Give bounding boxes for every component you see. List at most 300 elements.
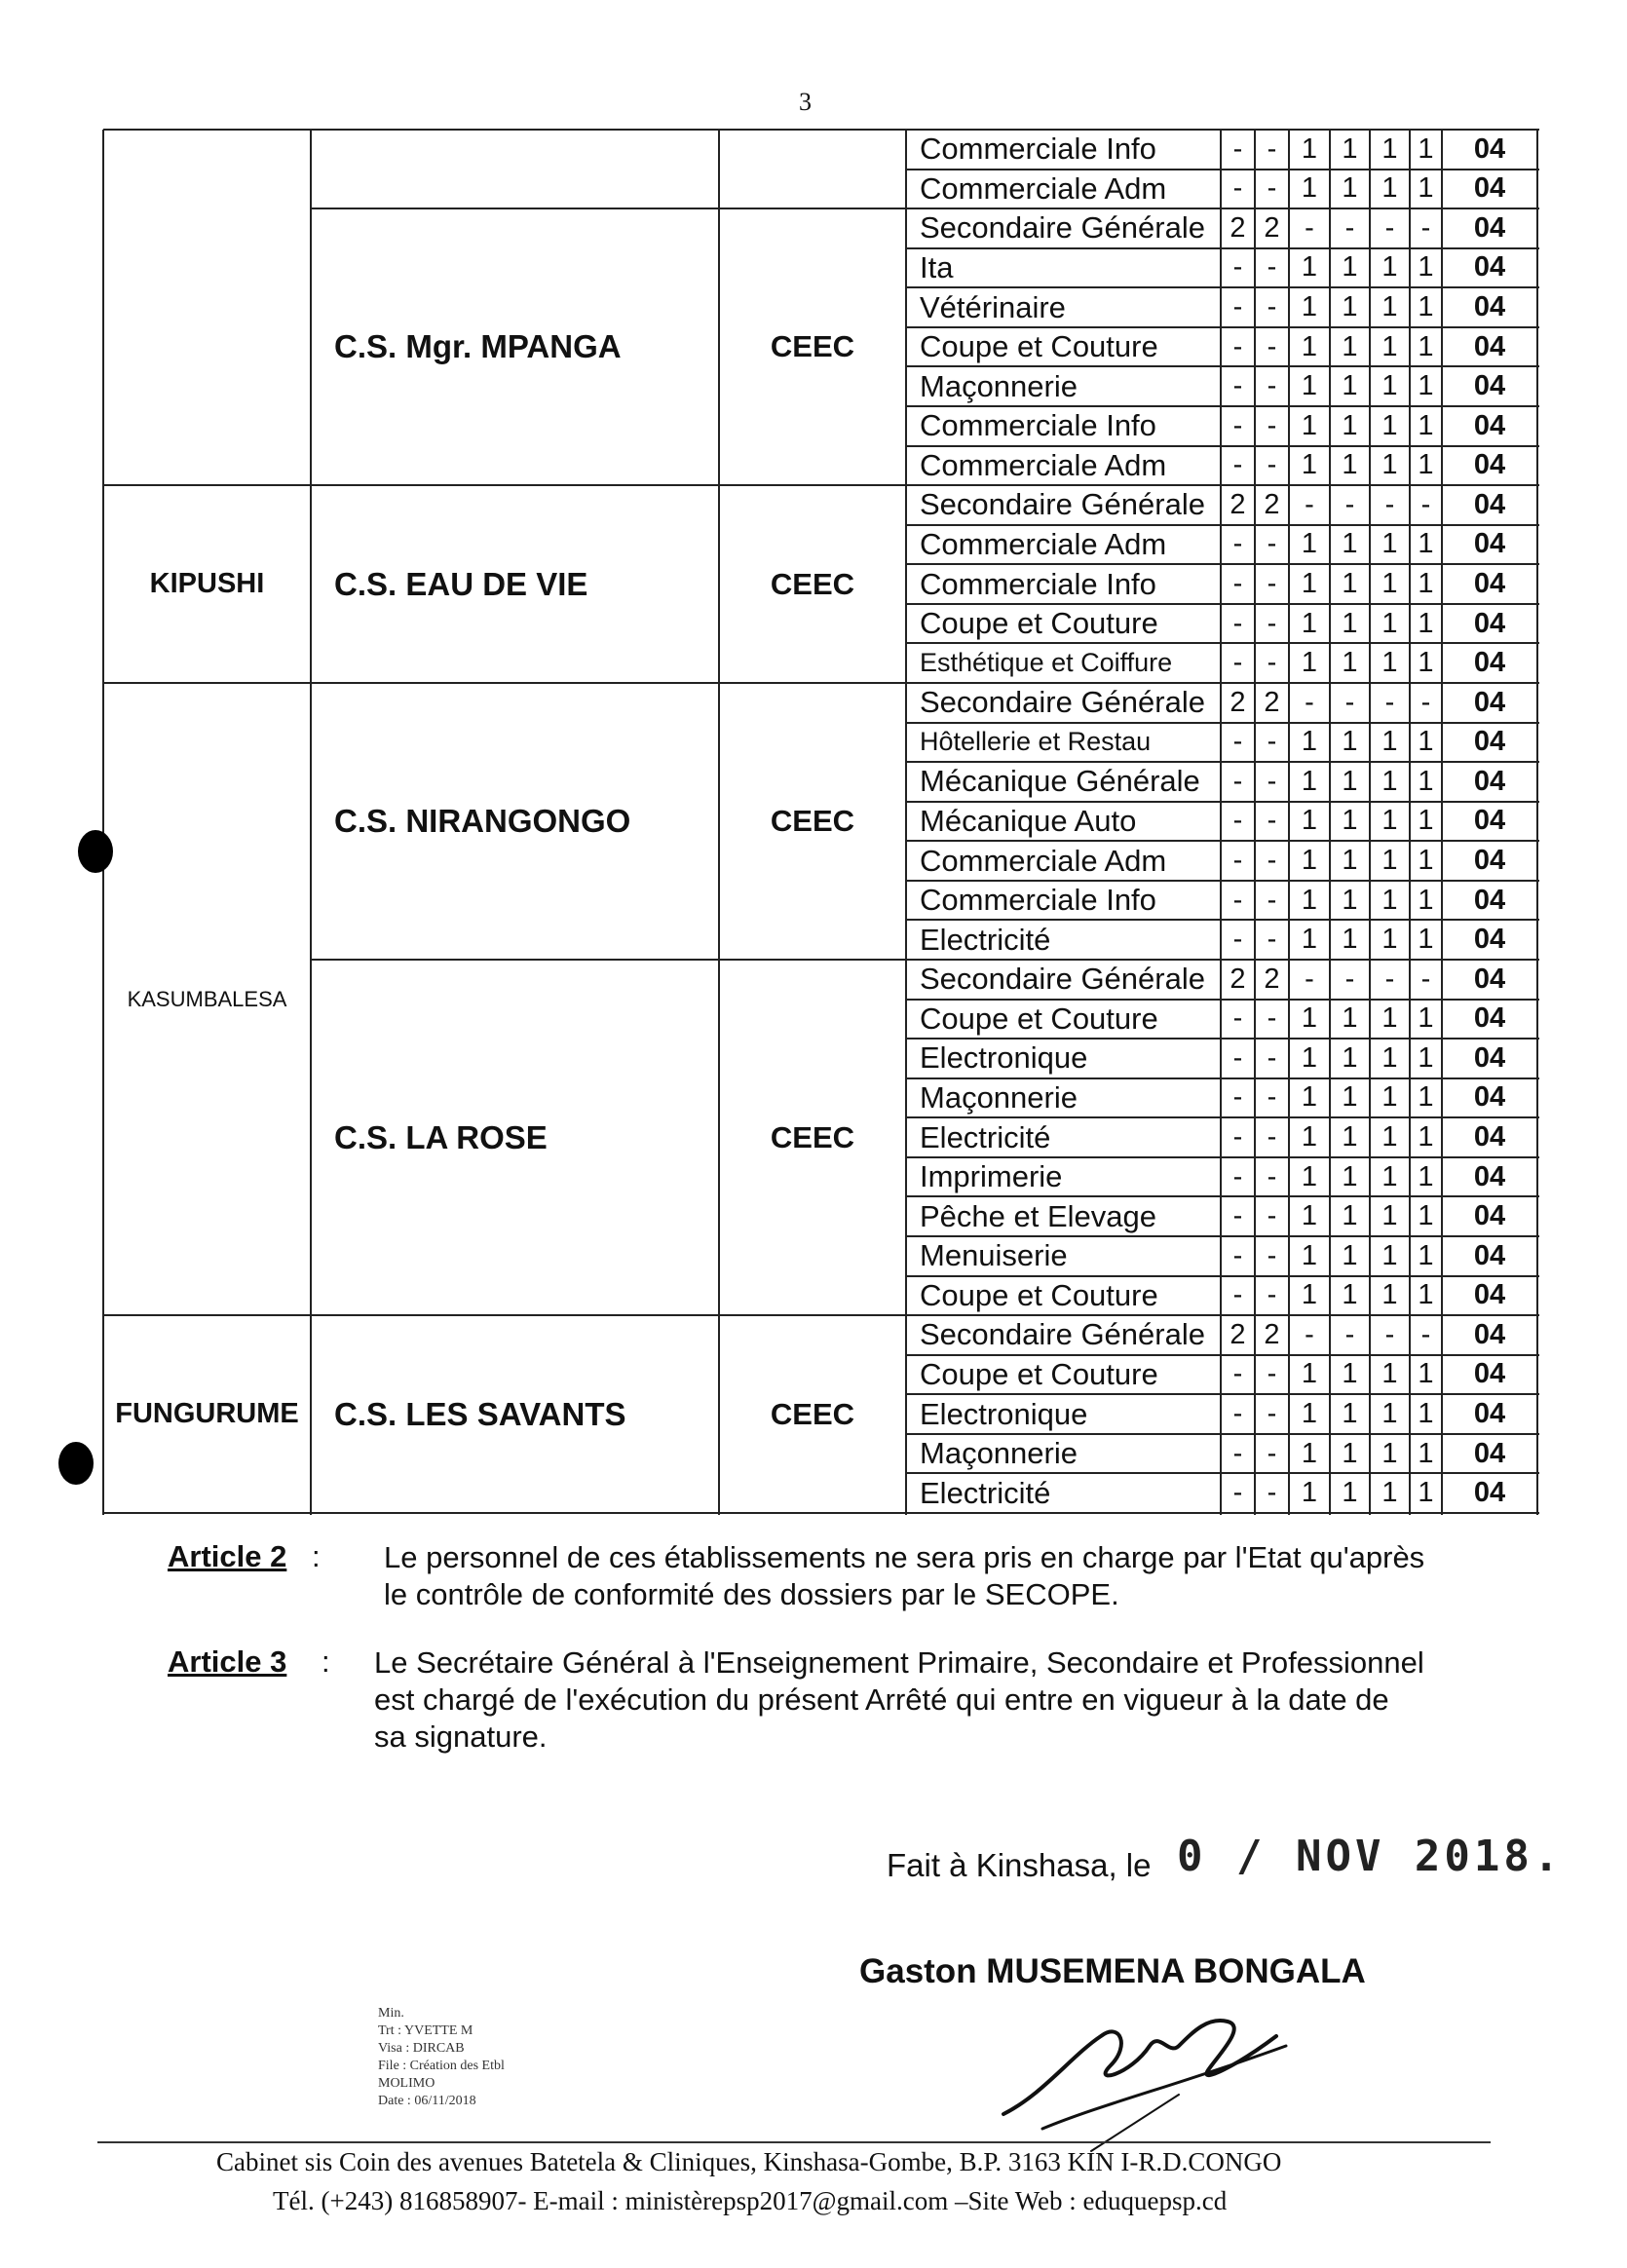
table-rule — [906, 563, 1539, 565]
count-cell: - — [1267, 1081, 1277, 1114]
specialty-cell: Pêche et Elevage — [920, 1198, 1157, 1233]
count-cell: - — [1384, 211, 1395, 244]
count-cell: 1 — [1381, 607, 1398, 639]
specialty-cell: Coupe et Couture — [920, 329, 1158, 364]
table-rule — [906, 959, 1539, 961]
count-cell: - — [1420, 1318, 1431, 1350]
table-rule — [906, 761, 1539, 763]
table-rule — [906, 484, 1539, 486]
article-label: Article 2 — [168, 1539, 287, 1573]
specialty-cell: Commerciale Adm — [920, 447, 1167, 482]
count-cell: - — [1344, 963, 1355, 995]
count-cell: 2 — [1230, 1318, 1246, 1350]
count-cell: 1 — [1381, 330, 1398, 362]
count-cell: - — [1267, 449, 1277, 481]
count-cell: - — [1232, 726, 1243, 758]
reference-line: Visa : DIRCAB — [378, 2041, 465, 2056]
article-text-line: est chargé de l'exécution du présent Arrêté qui entre en vigueur à la date de — [374, 1682, 1389, 1717]
reference-line: Min. — [378, 2006, 404, 2021]
organization-cell — [719, 130, 906, 208]
specialty-cell: Commerciale Adm — [920, 170, 1167, 206]
table-rule — [906, 326, 1539, 328]
count-cell: - — [1232, 1437, 1243, 1469]
specialty-cell: Coupe et Couture — [920, 1001, 1158, 1036]
count-cell: - — [1267, 409, 1277, 441]
count-cell: 1 — [1418, 291, 1434, 323]
total-cell: 04 — [1473, 765, 1506, 797]
specialty-cell: Secondaire Générale — [920, 1317, 1205, 1352]
count-cell: 1 — [1381, 370, 1398, 402]
count-cell: - — [1344, 1318, 1355, 1350]
table-rule — [906, 840, 1539, 842]
count-cell: - — [1267, 568, 1277, 600]
table-rule — [103, 484, 313, 486]
reference-line: Trt : YVETTE M — [378, 2023, 473, 2038]
school-name-cell: C.S. NIRANGONGO — [334, 803, 631, 839]
table-rule — [906, 524, 1539, 526]
total-cell: 04 — [1473, 726, 1506, 758]
count-cell: 1 — [1301, 1437, 1318, 1469]
count-cell: 1 — [1342, 1437, 1358, 1469]
table-rule — [1441, 130, 1443, 1515]
table-rule — [103, 1314, 313, 1316]
count-cell: 1 — [1342, 1279, 1358, 1311]
table-rule — [906, 801, 1539, 803]
count-cell: - — [1267, 1041, 1277, 1074]
count-cell: - — [1232, 370, 1243, 402]
table-rule — [1220, 130, 1222, 1515]
count-cell: - — [1232, 1081, 1243, 1114]
count-cell: 1 — [1381, 765, 1398, 797]
count-cell: 1 — [1381, 647, 1398, 679]
count-cell: - — [1267, 1477, 1277, 1509]
organization-cell: CEEC — [770, 1119, 855, 1154]
count-cell: - — [1305, 488, 1314, 520]
article-colon: : — [322, 1644, 330, 1679]
organization-cell: CEEC — [770, 804, 855, 838]
specialty-cell: Coupe et Couture — [920, 606, 1158, 641]
total-cell: 04 — [1473, 1041, 1506, 1074]
specialty-cell: Ita — [920, 249, 954, 284]
footer-divider — [97, 2141, 1491, 2143]
organization-cell: CEEC — [770, 329, 855, 364]
count-cell: 1 — [1381, 845, 1398, 877]
count-cell: - — [1267, 1358, 1277, 1390]
count-cell: - — [1232, 924, 1243, 956]
count-cell: 1 — [1342, 845, 1358, 877]
total-cell: 04 — [1473, 686, 1506, 718]
handwritten-signature — [984, 1978, 1305, 2153]
table-rule — [906, 445, 1539, 447]
specialty-cell: Commerciale Adm — [920, 843, 1167, 878]
total-cell: 04 — [1473, 568, 1506, 600]
count-cell: 1 — [1301, 132, 1318, 165]
table-rule — [906, 603, 1539, 605]
count-cell: 1 — [1301, 1200, 1318, 1232]
count-cell: 1 — [1381, 1477, 1398, 1509]
specialty-cell: Coupe et Couture — [920, 1277, 1158, 1312]
table-rule — [311, 682, 908, 684]
count-cell: - — [1267, 291, 1277, 323]
count-cell: 1 — [1381, 251, 1398, 284]
count-cell: 1 — [1381, 409, 1398, 441]
specialty-cell: Coupe et Couture — [920, 1356, 1158, 1391]
count-cell: 1 — [1301, 449, 1318, 481]
count-cell: - — [1305, 963, 1314, 995]
count-cell: 1 — [1342, 1002, 1358, 1035]
table-rule — [906, 247, 1539, 249]
school-name-cell: C.S. LES SAVANTS — [334, 1395, 626, 1432]
count-cell: 1 — [1301, 172, 1318, 205]
count-cell: 1 — [1418, 1437, 1434, 1469]
total-cell: 04 — [1473, 370, 1506, 402]
count-cell: 1 — [1418, 607, 1434, 639]
total-cell: 04 — [1473, 488, 1506, 520]
count-cell: - — [1232, 1002, 1243, 1035]
count-cell: 1 — [1418, 1081, 1434, 1114]
count-cell: 2 — [1230, 488, 1246, 520]
total-cell: 04 — [1473, 528, 1506, 560]
count-cell: - — [1267, 1200, 1277, 1232]
specialty-cell: Commerciale Info — [920, 408, 1156, 443]
count-cell: 1 — [1301, 884, 1318, 916]
count-cell: 1 — [1301, 370, 1318, 402]
count-cell: 1 — [1342, 726, 1358, 758]
table-rule — [906, 1195, 1539, 1197]
table-rule — [1254, 130, 1256, 1515]
count-cell: 1 — [1342, 1200, 1358, 1232]
specialty-cell: Commerciale Adm — [920, 526, 1167, 561]
count-cell: - — [1420, 963, 1431, 995]
count-cell: 1 — [1381, 568, 1398, 600]
count-cell: 1 — [1301, 291, 1318, 323]
specialty-cell: Commerciale Info — [920, 566, 1156, 601]
count-cell: 1 — [1301, 924, 1318, 956]
count-cell: 1 — [1418, 409, 1434, 441]
count-cell: 1 — [1418, 805, 1434, 837]
table-rule — [906, 1156, 1539, 1158]
count-cell: 1 — [1342, 1081, 1358, 1114]
count-cell: 1 — [1301, 251, 1318, 284]
total-cell: 04 — [1473, 963, 1506, 995]
count-cell: - — [1344, 488, 1355, 520]
count-cell: 1 — [1418, 251, 1434, 284]
count-cell: 1 — [1342, 1398, 1358, 1430]
count-cell: 1 — [1381, 1279, 1398, 1311]
count-cell: - — [1232, 449, 1243, 481]
count-cell: 1 — [1381, 528, 1398, 560]
count-cell: 1 — [1381, 1081, 1398, 1114]
table-rule — [906, 1275, 1539, 1277]
count-cell: - — [1232, 330, 1243, 362]
total-cell: 04 — [1473, 1279, 1506, 1311]
count-cell: 1 — [1342, 370, 1358, 402]
total-cell: 04 — [1473, 647, 1506, 679]
total-cell: 04 — [1473, 1358, 1506, 1390]
table-rule — [1288, 130, 1290, 1515]
total-cell: 04 — [1473, 1081, 1506, 1114]
specialty-cell: Secondaire Générale — [920, 487, 1205, 522]
specialty-cell: Esthétique et Coiffure — [920, 648, 1173, 678]
total-cell: 04 — [1473, 449, 1506, 481]
count-cell: - — [1420, 686, 1431, 718]
reference-line: Date : 06/11/2018 — [378, 2094, 476, 2108]
count-cell: - — [1232, 1358, 1243, 1390]
count-cell: - — [1267, 1160, 1277, 1192]
count-cell: 2 — [1264, 1318, 1280, 1350]
table-rule — [906, 1314, 1539, 1316]
count-cell: 2 — [1264, 211, 1280, 244]
count-cell: 1 — [1418, 924, 1434, 956]
count-cell: - — [1267, 924, 1277, 956]
total-cell: 04 — [1473, 330, 1506, 362]
count-cell: - — [1267, 845, 1277, 877]
table-rule — [906, 1038, 1539, 1040]
specialty-cell: Maçonnerie — [920, 1079, 1078, 1115]
count-cell: 1 — [1301, 607, 1318, 639]
count-cell: - — [1232, 172, 1243, 205]
specialty-cell: Maçonnerie — [920, 1436, 1078, 1471]
table-rule — [311, 959, 908, 961]
count-cell: - — [1267, 1002, 1277, 1035]
table-rule — [1329, 130, 1331, 1515]
total-cell: 04 — [1473, 211, 1506, 244]
count-cell: - — [1232, 845, 1243, 877]
count-cell: 1 — [1418, 726, 1434, 758]
count-cell: 1 — [1301, 1239, 1318, 1271]
count-cell: 1 — [1342, 251, 1358, 284]
count-cell: 1 — [1342, 884, 1358, 916]
count-cell: - — [1267, 251, 1277, 284]
table-rule — [1409, 130, 1411, 1515]
count-cell: 1 — [1301, 330, 1318, 362]
count-cell: 1 — [1418, 1398, 1434, 1430]
count-cell: 1 — [1418, 528, 1434, 560]
school-name-cell — [311, 130, 742, 208]
count-cell: - — [1267, 330, 1277, 362]
footer-contact: Tél. (+243) 816858907- E-mail : ministèrepsp2017@gmail.com –Site Web : eduquepsp.cd — [273, 2186, 1228, 2215]
specialty-cell: Electricité — [920, 1119, 1051, 1154]
specialty-cell: Maçonnerie — [920, 368, 1078, 403]
count-cell: 1 — [1381, 291, 1398, 323]
total-cell: 04 — [1473, 1002, 1506, 1035]
count-cell: 1 — [1342, 1239, 1358, 1271]
reference-line: MOLIMO — [378, 2076, 435, 2091]
count-cell: 1 — [1418, 568, 1434, 600]
count-cell: 1 — [1342, 765, 1358, 797]
specialty-cell: Secondaire Générale — [920, 210, 1205, 246]
count-cell: - — [1267, 647, 1277, 679]
total-cell: 04 — [1473, 1318, 1506, 1350]
count-cell: 1 — [1381, 1160, 1398, 1192]
total-cell: 04 — [1473, 1437, 1506, 1469]
count-cell: 1 — [1342, 1477, 1358, 1509]
count-cell: - — [1344, 211, 1355, 244]
count-cell: 1 — [1418, 330, 1434, 362]
count-cell: - — [1232, 805, 1243, 837]
specialty-cell: Mécanique Auto — [920, 803, 1137, 838]
school-name-cell: C.S. LA ROSE — [334, 1118, 548, 1155]
count-cell: - — [1420, 488, 1431, 520]
city-cell: FUNGURUME — [115, 1398, 299, 1430]
table-rule — [906, 1393, 1539, 1395]
article-text-line: le contrôle de conformité des dossiers par le SECOPE. — [384, 1577, 1119, 1611]
count-cell: - — [1267, 607, 1277, 639]
count-cell: 2 — [1230, 686, 1246, 718]
count-cell: 1 — [1342, 449, 1358, 481]
count-cell: - — [1267, 1398, 1277, 1430]
table-rule — [906, 880, 1539, 882]
count-cell: 1 — [1342, 172, 1358, 205]
signatory-name: Gaston MUSEMENA BONGALA — [859, 1952, 1366, 1990]
count-cell: 1 — [1342, 1358, 1358, 1390]
total-cell: 04 — [1473, 172, 1506, 205]
count-cell: 1 — [1301, 1279, 1318, 1311]
count-cell: 1 — [1301, 1477, 1318, 1509]
count-cell: - — [1305, 211, 1314, 244]
count-cell: 1 — [1301, 805, 1318, 837]
total-cell: 04 — [1473, 884, 1506, 916]
count-cell: - — [1232, 1398, 1243, 1430]
article-text-line: sa signature. — [374, 1720, 548, 1754]
count-cell: 1 — [1381, 805, 1398, 837]
count-cell: 1 — [1381, 132, 1398, 165]
count-cell: 1 — [1301, 528, 1318, 560]
binder-hole — [58, 1442, 94, 1485]
count-cell: - — [1232, 1041, 1243, 1074]
count-cell: - — [1232, 1239, 1243, 1271]
count-cell: - — [1267, 1121, 1277, 1153]
total-cell: 04 — [1473, 924, 1506, 956]
count-cell: 1 — [1418, 884, 1434, 916]
count-cell: 1 — [1342, 132, 1358, 165]
count-cell: 2 — [1230, 211, 1246, 244]
count-cell: - — [1232, 1279, 1243, 1311]
table-rule — [906, 1116, 1539, 1118]
count-cell: 1 — [1381, 1358, 1398, 1390]
count-cell: 1 — [1418, 1239, 1434, 1271]
count-cell: 1 — [1418, 1477, 1434, 1509]
count-cell: - — [1344, 686, 1355, 718]
total-cell: 04 — [1473, 607, 1506, 639]
count-cell: - — [1232, 568, 1243, 600]
specialty-cell: Commerciale Info — [920, 883, 1156, 918]
total-cell: 04 — [1473, 251, 1506, 284]
specialty-cell: Hôtellerie et Restau — [920, 727, 1152, 757]
total-cell: 04 — [1473, 805, 1506, 837]
count-cell: - — [1232, 1477, 1243, 1509]
count-cell: - — [1267, 765, 1277, 797]
count-cell: 1 — [1381, 924, 1398, 956]
count-cell: 1 — [1301, 1002, 1318, 1035]
reference-block — [378, 2005, 505, 2110]
count-cell: 1 — [1301, 1041, 1318, 1074]
count-cell: 1 — [1381, 449, 1398, 481]
count-cell: 1 — [1418, 647, 1434, 679]
count-cell: 1 — [1381, 726, 1398, 758]
count-cell: - — [1232, 765, 1243, 797]
count-cell: 1 — [1381, 1121, 1398, 1153]
count-cell: 1 — [1301, 1121, 1318, 1153]
table-rule — [906, 365, 1539, 367]
count-cell: - — [1384, 963, 1395, 995]
count-cell: - — [1232, 647, 1243, 679]
total-cell: 04 — [1473, 1398, 1506, 1430]
count-cell: 1 — [1342, 1121, 1358, 1153]
table-rule — [906, 1472, 1539, 1474]
count-cell: 1 — [1381, 1200, 1398, 1232]
table-rule — [311, 484, 908, 486]
table-rule — [906, 722, 1539, 724]
count-cell: 1 — [1301, 765, 1318, 797]
count-cell: 1 — [1342, 647, 1358, 679]
count-cell: 1 — [1418, 845, 1434, 877]
count-cell: 1 — [1418, 132, 1434, 165]
count-cell: 1 — [1342, 924, 1358, 956]
organization-cell: CEEC — [770, 1396, 855, 1431]
count-cell: 1 — [1301, 1358, 1318, 1390]
schools-table — [103, 130, 1537, 1513]
count-cell: - — [1232, 1160, 1243, 1192]
count-cell: - — [1232, 884, 1243, 916]
total-cell: 04 — [1473, 1121, 1506, 1153]
count-cell: 1 — [1381, 884, 1398, 916]
count-cell: - — [1232, 1121, 1243, 1153]
count-cell: 2 — [1230, 963, 1246, 995]
table-rule — [906, 286, 1539, 288]
count-cell: 1 — [1418, 1160, 1434, 1192]
specialty-cell: Secondaire Générale — [920, 685, 1205, 720]
count-cell: 1 — [1342, 330, 1358, 362]
count-cell: 1 — [1301, 1160, 1318, 1192]
count-cell: - — [1267, 1279, 1277, 1311]
count-cell: 1 — [1301, 1081, 1318, 1114]
count-cell: - — [1420, 211, 1431, 244]
table-rule — [103, 682, 313, 684]
organization-cell: CEEC — [770, 566, 855, 601]
count-cell: - — [1384, 488, 1395, 520]
school-name-cell: C.S. Mgr. MPANGA — [334, 328, 622, 365]
count-cell: - — [1267, 1239, 1277, 1271]
specialty-cell: Electronique — [920, 1040, 1088, 1076]
count-cell: - — [1232, 409, 1243, 441]
total-cell: 04 — [1473, 1477, 1506, 1509]
count-cell: 1 — [1342, 409, 1358, 441]
article-text-line: Le personnel de ces établissements ne sera pris en charge par l'Etat qu'après — [384, 1540, 1425, 1574]
specialty-cell: Vétérinaire — [920, 289, 1066, 324]
count-cell: 1 — [1418, 765, 1434, 797]
count-cell: 1 — [1301, 845, 1318, 877]
count-cell: 1 — [1418, 1358, 1434, 1390]
count-cell: - — [1267, 1437, 1277, 1469]
count-cell: 1 — [1381, 1041, 1398, 1074]
table-rule — [906, 682, 1539, 684]
table-rule — [906, 1433, 1539, 1435]
total-cell: 04 — [1473, 132, 1506, 165]
total-cell: 04 — [1473, 1239, 1506, 1271]
count-cell: 1 — [1418, 1002, 1434, 1035]
count-cell: 1 — [1342, 805, 1358, 837]
table-rule — [906, 169, 1539, 170]
count-cell: - — [1232, 1200, 1243, 1232]
count-cell: 1 — [1381, 1002, 1398, 1035]
total-cell: 04 — [1473, 845, 1506, 877]
count-cell: - — [1267, 528, 1277, 560]
count-cell: - — [1267, 726, 1277, 758]
article-colon: : — [312, 1539, 321, 1573]
count-cell: - — [1267, 172, 1277, 205]
article-label: Article 3 — [168, 1644, 287, 1679]
